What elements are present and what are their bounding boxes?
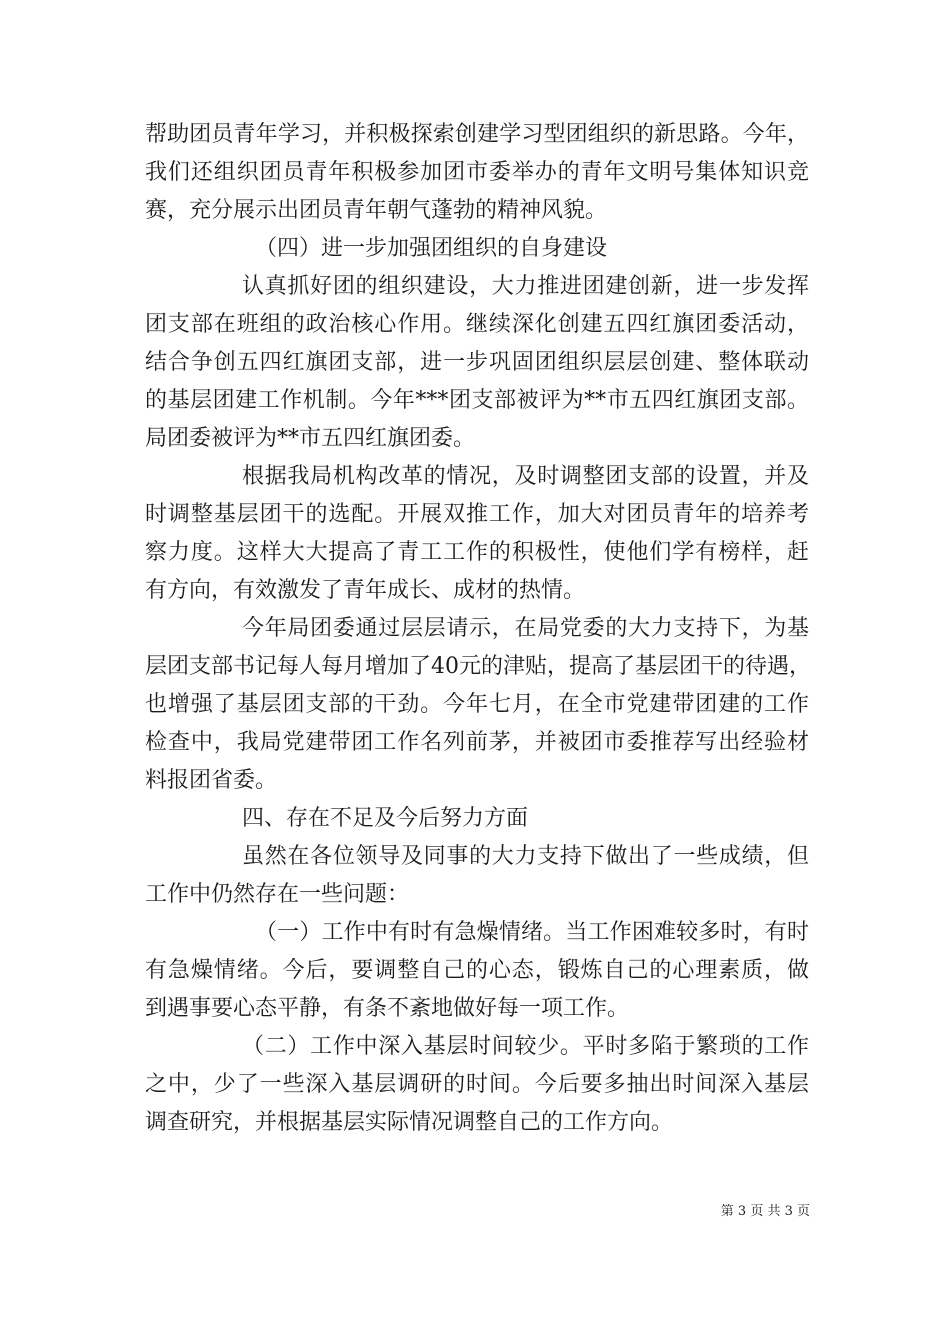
body-line: 认真抓好团的组织建设，大力推进团建创新，进一步发挥 [242,274,809,299]
body-line: 根据我局机构改革的情况，及时调整团支部的设置，并及 [242,464,809,489]
body-line: 层团支部书记每人每月增加了40元的津贴，提高了基层团干的待遇， [145,654,811,679]
body-line: 察力度。这样大大提高了青工工作的积极性，使他们学有榜样，赶 [145,540,809,565]
section-heading: （四）进一步加强团组织的自身建设 [255,236,608,261]
page-number-footer: 第 3 页 共 3 页 [720,1204,810,1219]
body-line: 也增强了基层团支部的干劲。今年七月，在全市党建带团建的工作 [145,692,809,717]
body-line: 虽然在各位领导及同事的大力支持下做出了一些成绩，但 [242,844,809,869]
body-line: 团支部在班组的政治核心作用。继续深化创建五四红旗团委活动， [145,312,809,337]
body-line: 局团委被评为**市五四红旗团委。 [145,426,476,451]
document-body [145,116,809,1142]
body-line: 有急燥情绪。今后，要调整自己的心态，锻炼自己的心理素质，做 [145,958,809,983]
body-line: 到遇事要心态平静，有条不紊地做好每一项工作。 [145,996,630,1021]
body-line: 结合争创五四红旗团支部，进一步巩固团组织层层创建、整体联动 [145,350,809,375]
section-heading: 四、存在不足及今后努力方面 [242,806,529,831]
body-line: 的基层团建工作机制。今年***团支部被评为**市五四红旗团支部。 [145,388,809,413]
body-line: （二）工作中深入基层时间较少。平时多陷于繁琐的工作 [242,1034,809,1059]
body-line: 检查中，我局党建带团工作名列前茅，并被团市委推荐写出经验材 [145,730,809,755]
body-line: 之中，少了一些深入基层调研的时间。今后要多抽出时间深入基层 [145,1072,809,1097]
body-line: 有方向，有效激发了青年成长、成材的热情。 [145,578,586,603]
body-line: 时调整基层团干的选配。开展双推工作，加大对团员青年的培养考 [145,502,809,527]
body-line: 调查研究，并根据基层实际情况调整自己的工作方向。 [145,1110,674,1135]
body-line: 帮助团员青年学习，并积极探索创建学习型团组织的新思路。今年， [145,122,809,147]
body-line: 赛，充分展示出团员青年朝气蓬勃的精神风貌。 [145,198,608,223]
body-line: 工作中仍然存在一些问题： [145,882,410,907]
body-line: （一）工作中有时有急燥情绪。当工作困难较多时，有时 [255,920,809,945]
body-line: 今年局团委通过层层请示，在局党委的大力支持下，为基 [242,616,809,641]
body-line: 我们还组织团员青年积极参加团市委举办的青年文明号集体知识竞 [145,160,809,185]
body-line: 料报团省委。 [145,768,278,793]
